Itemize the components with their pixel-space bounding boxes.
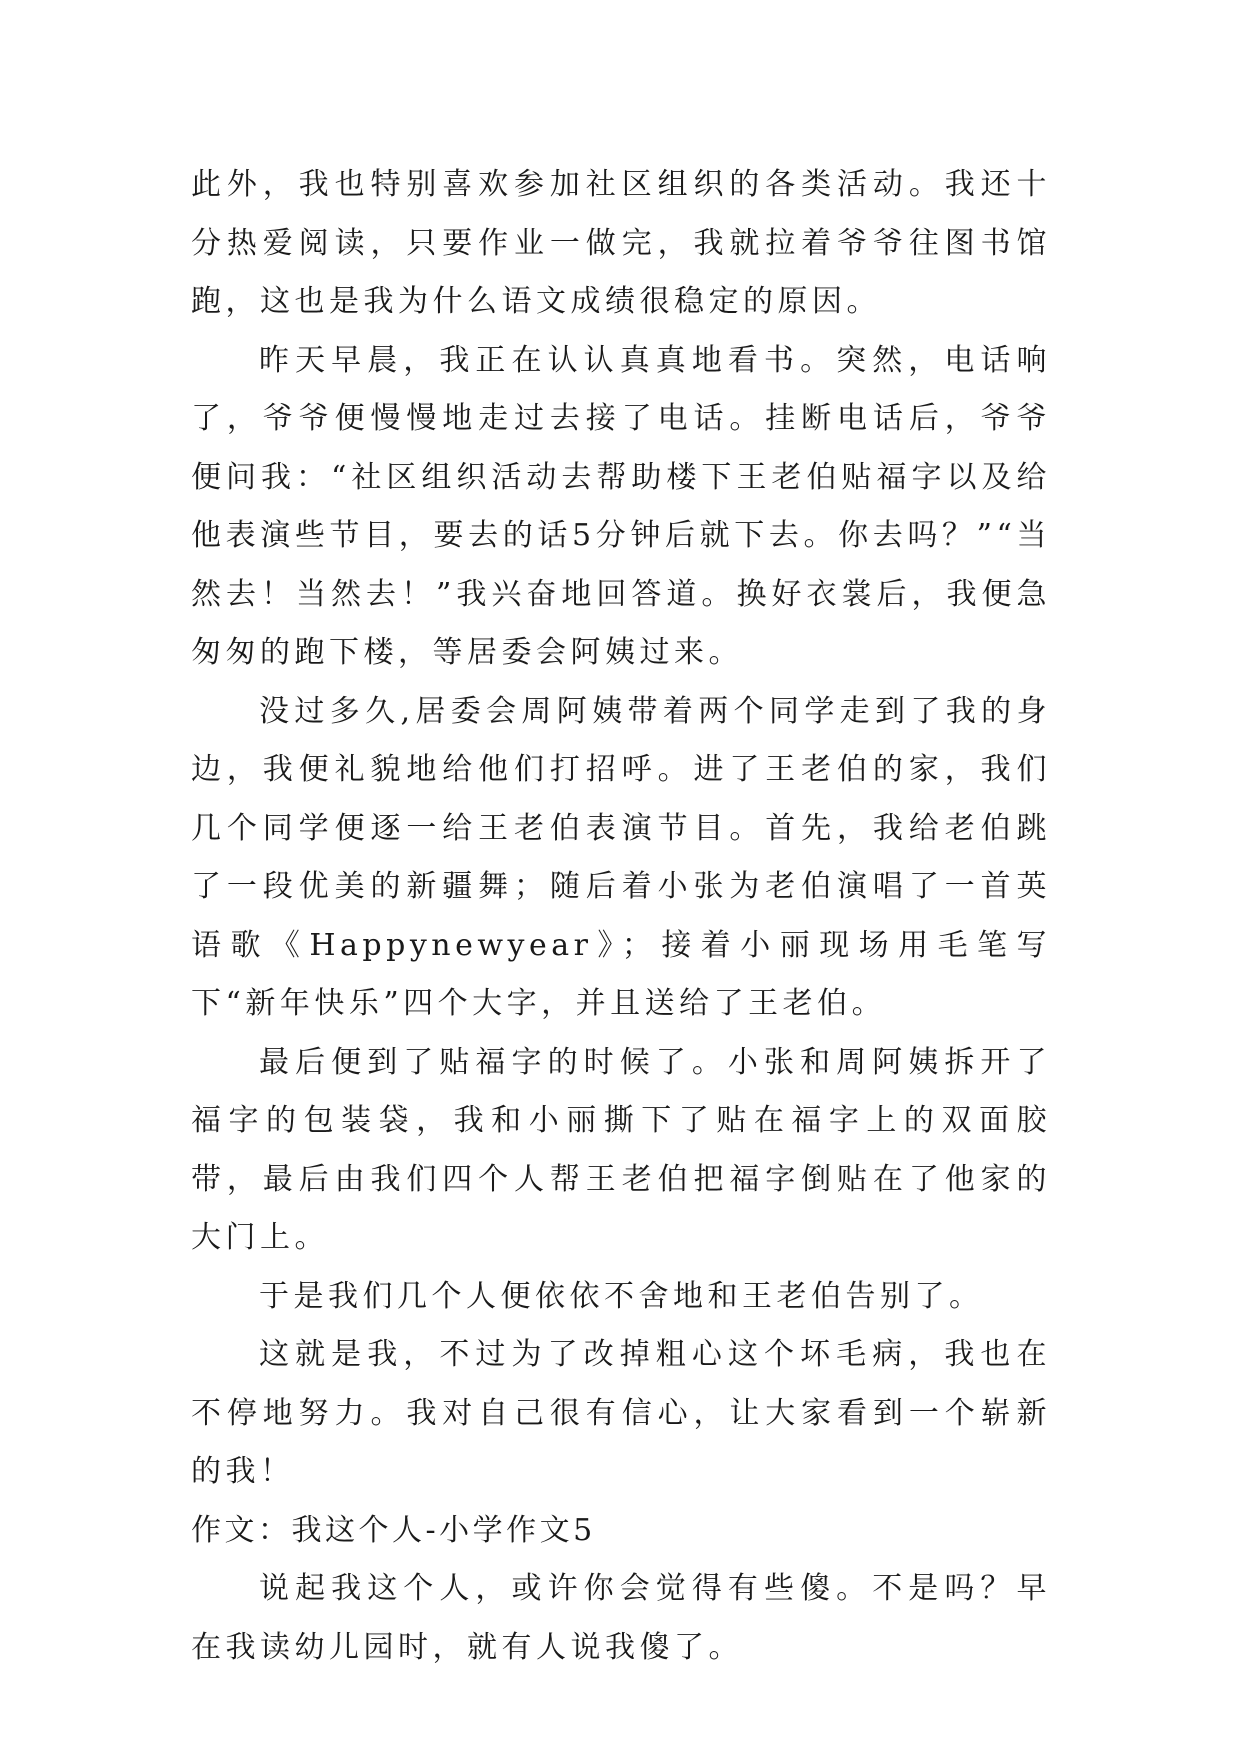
paragraph-phone-call: 昨天早晨，我正在认认真真地看书。突然，电话响了，爷爷便慢慢地走过去接了电话。挂断电话后，爷爷便问我：“社区组织活动去帮助楼下王老伯贴福字以及给他表演些节目，要去的话5分钟后就下去。你去吗？”“当然去！当然去！”我兴奋地回答道。换好衣裳后，我便急匆匆的跑下楼，等居委会阿姨过来。: [191, 342, 1051, 670]
paragraph-fu-character: 最后便到了贴福字的时候了。小张和周阿姨拆开了福字的包装袋，我和小丽撕下了贴在福字上的双面胶带，最后由我们四个人帮王老伯把福字倒贴在了他家的大门上。: [191, 1044, 1051, 1255]
paragraph-conclusion: 这就是我，不过为了改掉粗心这个坏毛病，我也在不停地努力。我对自己很有信心，让大家看到一个崭新的我！: [191, 1337, 1051, 1489]
paragraph-performance: 没过多久,居委会周阿姨带着两个同学走到了我的身边，我便礼貌地给他们打招呼。进了王老伯的家，我们几个同学便逐一给王老伯表演节目。首先，我给老伯跳了一段优美的新疆舞；随后着小张为老伯演唱了一首英语歌《Happynewyear》；接着小丽现场用毛笔写下“新年快乐”四个大字，并且送给了王老伯。: [191, 693, 1051, 1021]
document-body: [191, 156, 1051, 1677]
paragraph-farewell: 于是我们几个人便依依不舍地和王老伯告别了。: [259, 1278, 984, 1314]
paragraph-intro-essay5: 说起我这个人，或许你会觉得有些傻。不是吗？早在我读幼儿园时，就有人说我傻了。: [191, 1571, 1051, 1665]
essay-heading: 作文：我这个人-小学作文5: [191, 1512, 596, 1548]
paragraph-activities: 此外，我也特别喜欢参加社区组织的各类活动。我还十分热爱阅读，只要作业一做完，我就拉着爷爷往图书馆跑，这也是我为什么语文成绩很稳定的原因。: [191, 167, 1051, 319]
